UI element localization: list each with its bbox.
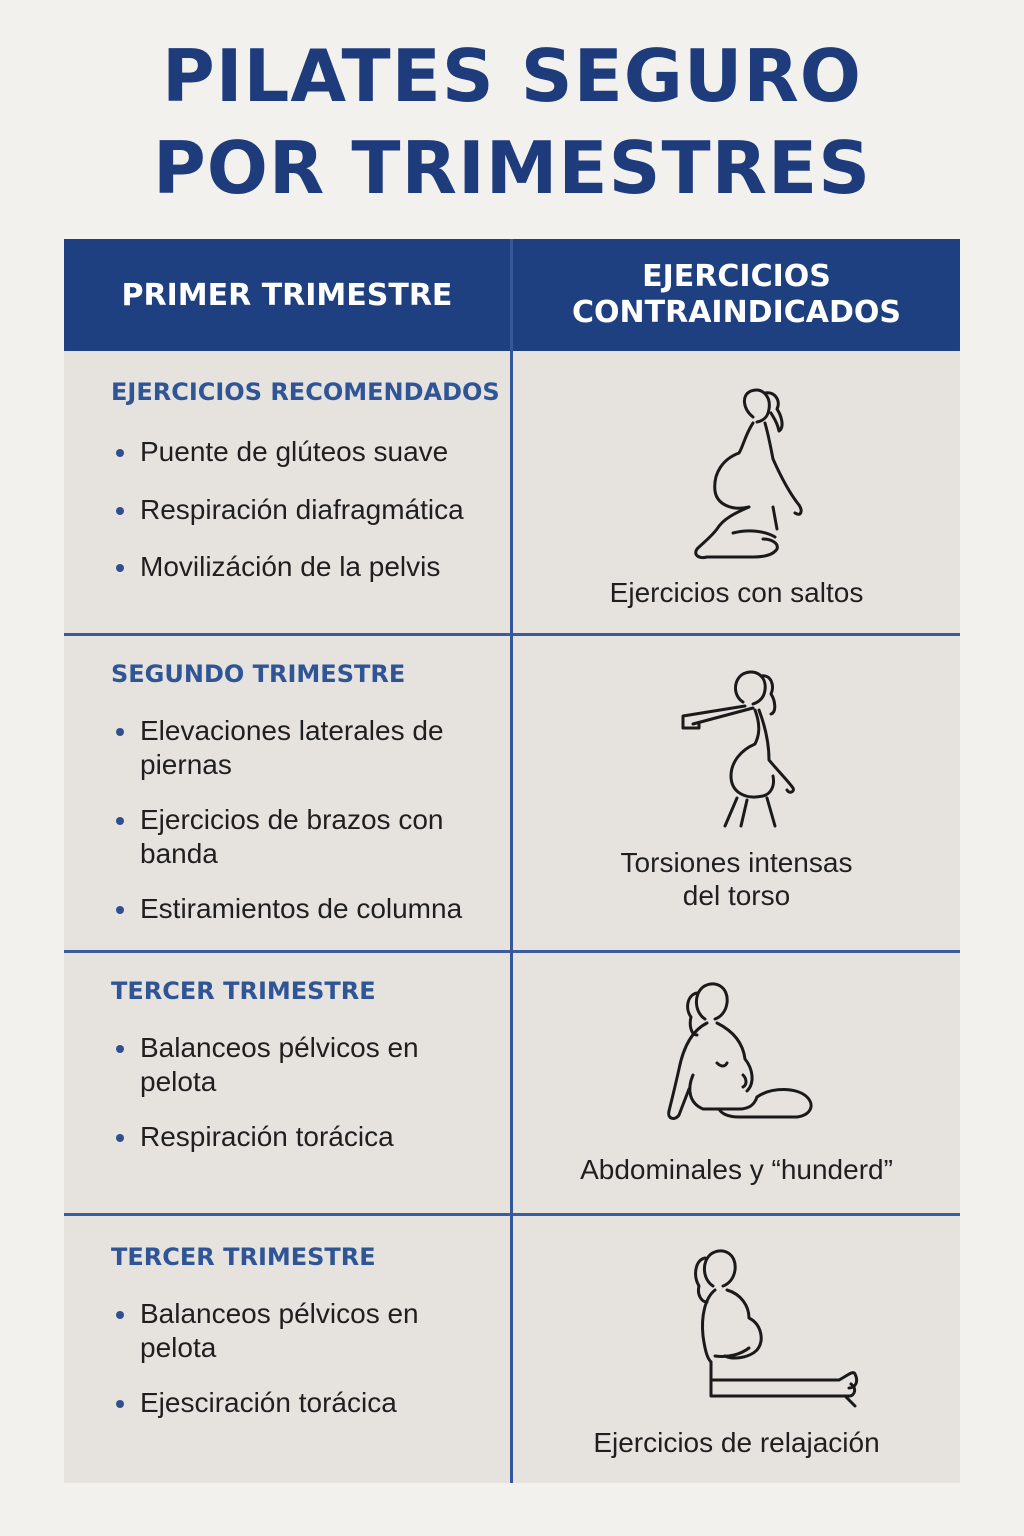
list-item: Balanceos pélvicos en pelota	[111, 1031, 500, 1099]
header-right-line-2: CONTRAINDICADOS	[572, 295, 901, 330]
list-item: Elevaciones laterales de piernas	[111, 714, 500, 782]
list-item: Respiración diafragmática	[111, 493, 500, 527]
list-item: Respiración torácica	[111, 1120, 500, 1154]
header-left: PRIMER TRIMESTRE	[64, 239, 510, 351]
column-divider	[510, 239, 513, 1483]
list-item: Ejesciración torácica	[111, 1386, 500, 1420]
contraindicated-caption: Ejercicios de relajación	[593, 1427, 880, 1458]
header-right-line-1: EJERCICIOS	[642, 259, 831, 294]
page-title	[0, 30, 1024, 214]
list-item: Balanceos pélvicos en pelota	[111, 1297, 500, 1365]
title-line-2: POR TRIMESTRES	[152, 126, 872, 210]
contraindicated-cell	[513, 636, 960, 950]
trimester-table	[64, 239, 960, 1483]
contraindicated-cell	[513, 351, 960, 633]
header-right	[513, 239, 960, 351]
contraindicated-caption: Ejercicios con saltos	[609, 577, 864, 608]
title-line-1: PILATES SEGURO	[161, 34, 863, 118]
contraindicated-caption: Torsiones intensas del torso	[620, 847, 853, 911]
contraindicated-caption: Abdominales y “hunderd”	[580, 1154, 893, 1185]
contraindicated-cell	[513, 1216, 960, 1483]
list-item: Estiramientos de columna	[111, 892, 500, 926]
section-title: EJERCICIOS RECOMENDADOS	[111, 378, 500, 406]
list-item: Movilizáción de la pelvis	[111, 550, 500, 584]
pregnant-standing-band-icon	[675, 666, 815, 841]
pregnant-seated-icon	[647, 979, 817, 1154]
section-title: SEGUNDO TRIMESTRE	[111, 660, 406, 688]
section-title: TERCER TRIMESTRE	[111, 1243, 376, 1271]
section-title: TERCER TRIMESTRE	[111, 977, 376, 1005]
pregnant-reclined-relax-icon	[649, 1246, 859, 1421]
list-item: Ejercicios de brazos con banda	[111, 803, 500, 871]
pregnant-kneeling-stretch-icon	[673, 387, 823, 572]
contraindicated-cell	[513, 953, 960, 1213]
list-item: Puente de glúteos suave	[111, 435, 500, 469]
